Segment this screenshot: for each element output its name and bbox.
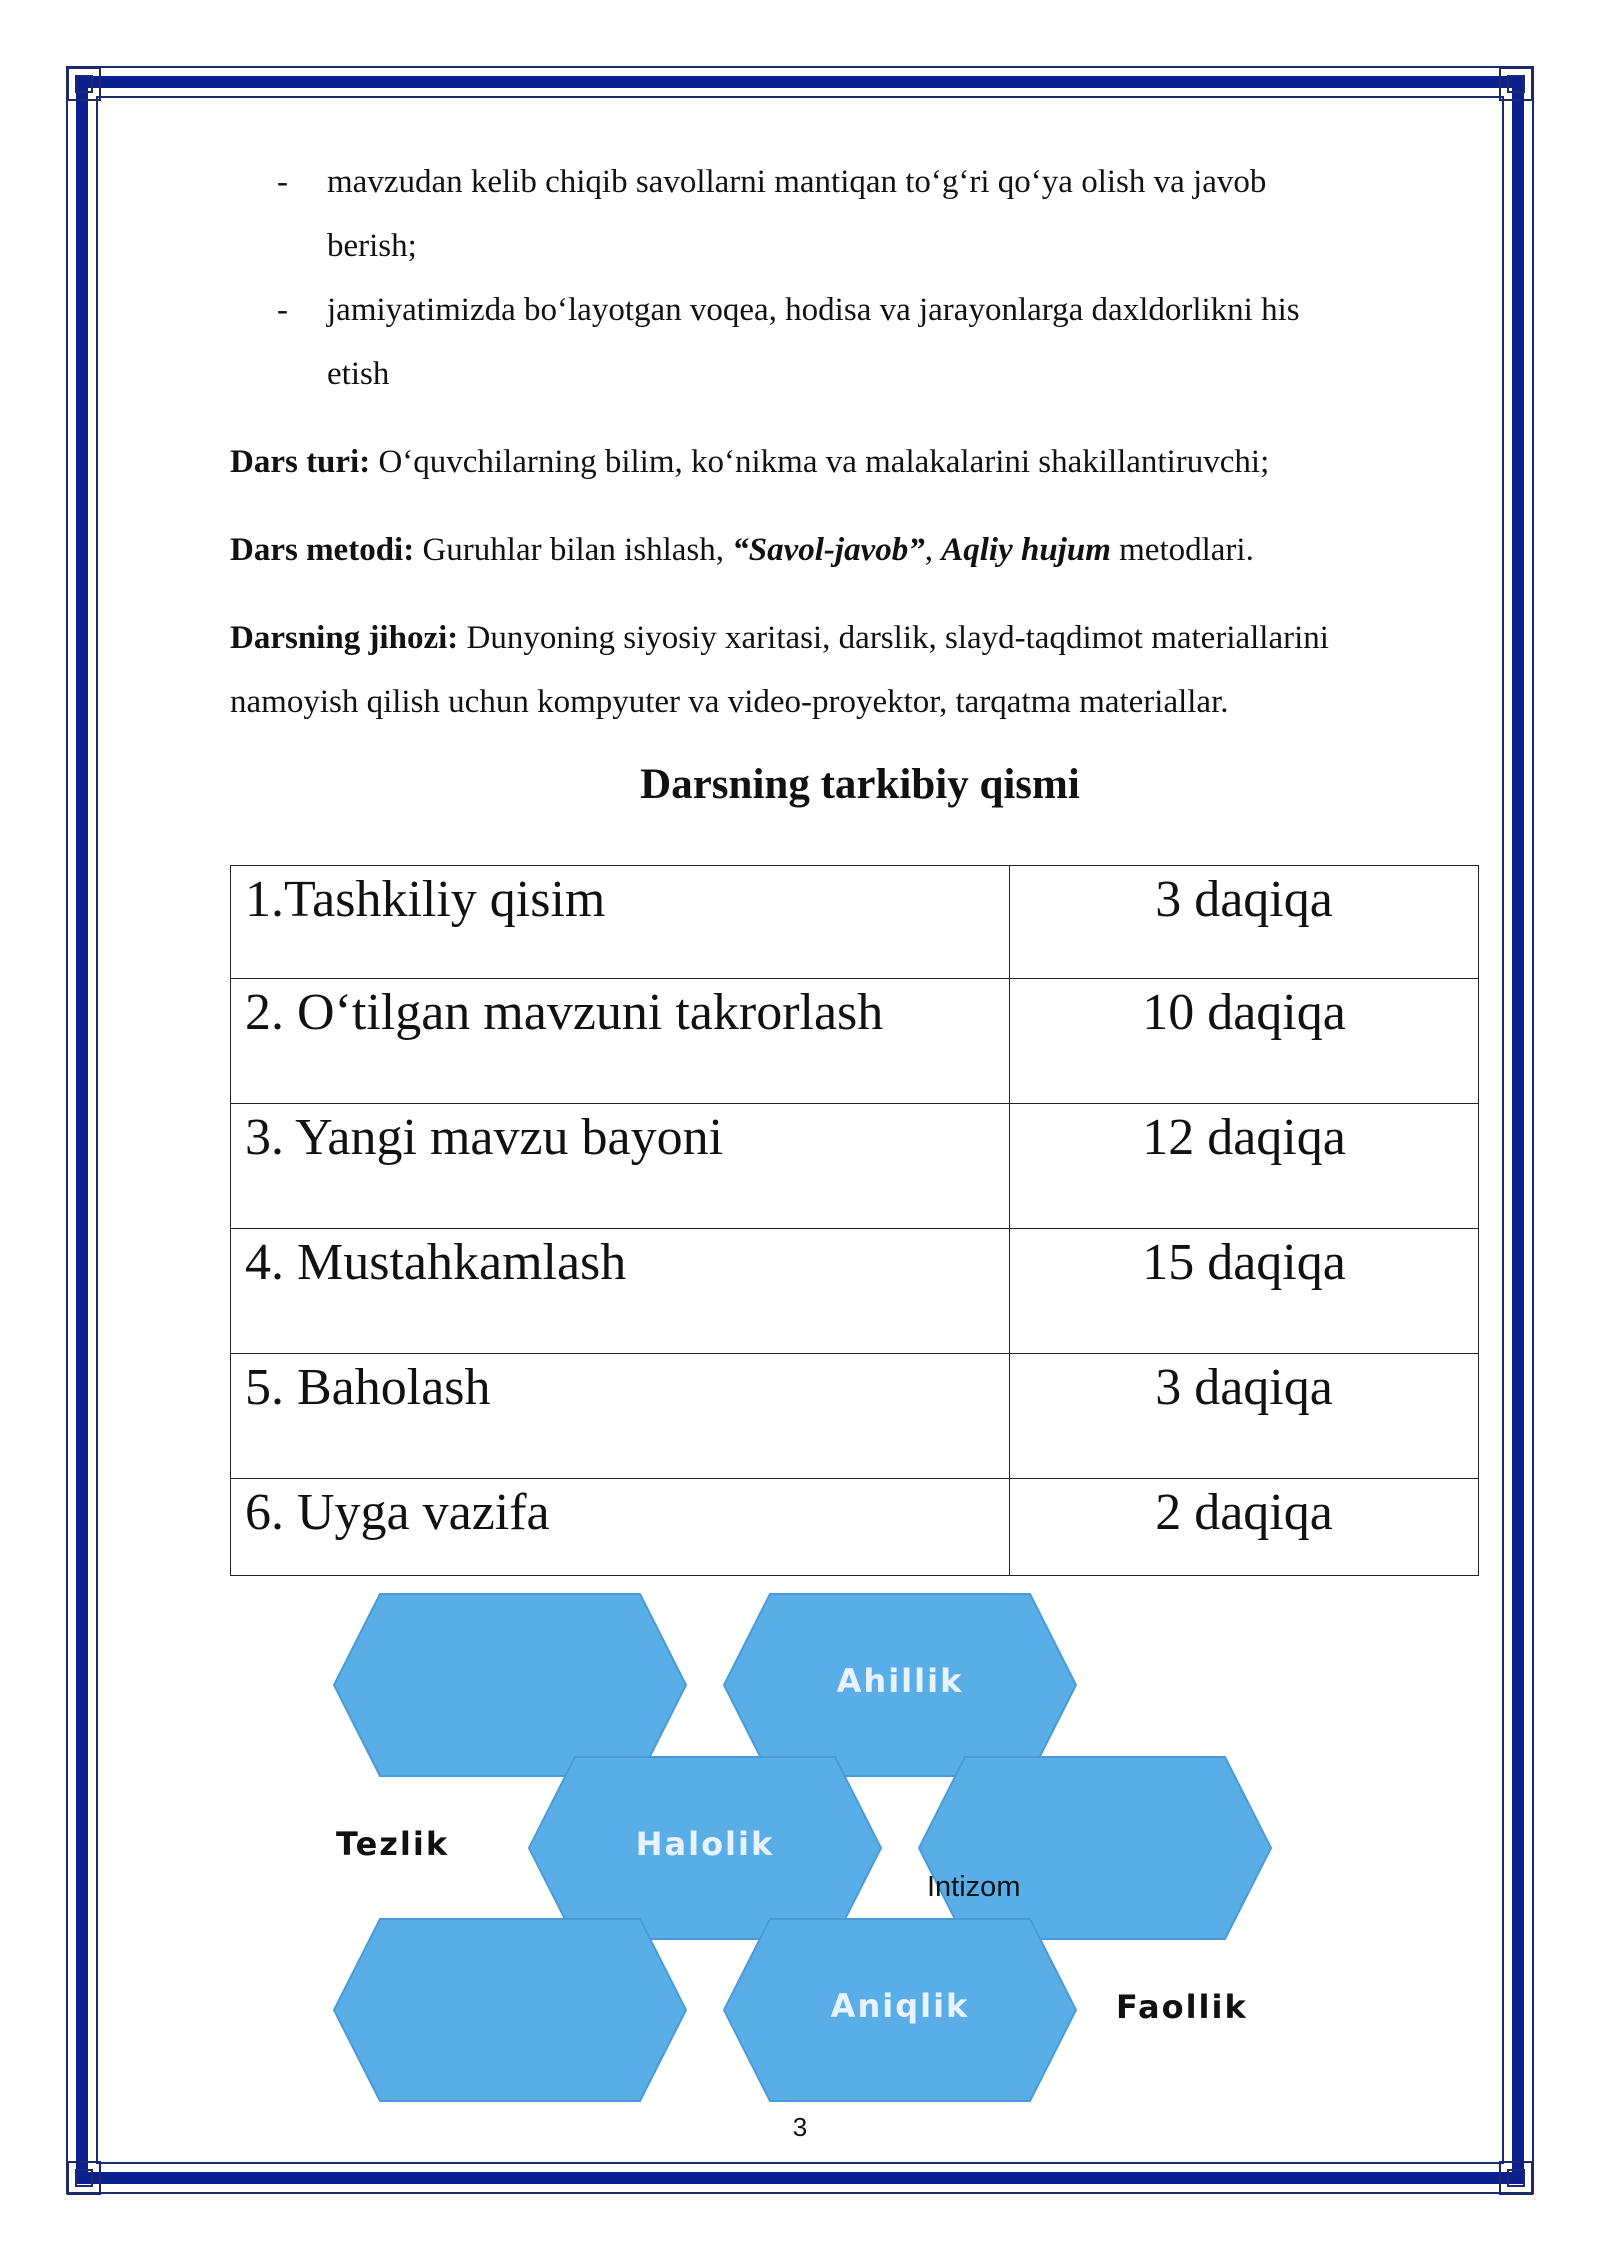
stage-cell: 4. Mustahkamlash (231, 1229, 1010, 1354)
table-row (231, 979, 1479, 1104)
bullet-dash: - (277, 292, 288, 328)
table-row (231, 1354, 1479, 1479)
stage-cell: 1.Tashkiliy qisim (231, 866, 1010, 979)
duration-cell: 10 daqiqa (1010, 979, 1479, 1104)
corner-ornament (1496, 2158, 1536, 2198)
duration-cell: 3 daqiqa (1010, 866, 1479, 979)
duration-cell: 3 daqiqa (1010, 1354, 1479, 1479)
hexagon-label: Aniqlik (830, 1987, 970, 2025)
stage-cell: 2. O‘tilgan mavzuni takrorlash (231, 979, 1010, 1104)
lesson-equipment-label: Darsning jihozi: (230, 620, 459, 656)
bullet-text: etish (327, 356, 390, 392)
bullet-item (230, 150, 1490, 278)
table-row (231, 866, 1479, 979)
duration-cell: 2 daqiqa (1010, 1479, 1479, 1576)
lesson-equipment-text: Dunyoning siyosiy xaritasi, darslik, slayd-taqdimot materiallarini (458, 620, 1329, 656)
table-row (231, 1479, 1479, 1576)
hexagon-label: Ahillik (836, 1662, 964, 1700)
value-label-tezlik: Tezlik (336, 1825, 450, 1863)
duration-cell: 12 daqiqa (1010, 1104, 1479, 1229)
hexagon-label: Halolik (635, 1825, 775, 1863)
lesson-method-text: Guruhlar bilan ishlash, (414, 532, 733, 568)
bullet-dash: - (277, 164, 288, 200)
lesson-method-label: Dars metodi: (230, 532, 415, 568)
lesson-plan-table (230, 865, 1479, 1576)
table-row (231, 1104, 1479, 1229)
hexagon-aniqlik (720, 1915, 1080, 2105)
bullet-text: jamiyatimizda bo‘layotgan voqea, hodisa va jarayonlarga daxldorlikni his (327, 292, 1300, 328)
hexagon-blank (330, 1915, 690, 2105)
hexagon-ahillik (720, 1590, 1080, 1780)
lesson-equipment-text: namoyish qilish uchun kompyuter va video-proyektor, tarqatma materiallar. (230, 684, 1229, 720)
corner-ornament (1496, 64, 1536, 104)
lesson-method (230, 518, 1490, 582)
value-label-faollik: Faollik (1116, 1988, 1248, 2026)
lesson-type-text: O‘quvchilarning bilim, ko‘nikma va malakalarini shakillantiruvchi; (370, 444, 1270, 480)
duration-cell: 15 daqiqa (1010, 1229, 1479, 1354)
bullet-text: mavzudan kelib chiqib savollarni mantiqan to‘g‘ri qo‘ya olish va javob (327, 164, 1267, 200)
stage-cell: 3. Yangi mavzu bayoni (231, 1104, 1010, 1229)
method-name: “Savol-javob” (732, 532, 925, 568)
lesson-type (230, 430, 1490, 494)
stage-cell: 5. Baholash (231, 1354, 1010, 1479)
section-title: Darsning tarkibiy qismi (640, 761, 1080, 808)
bullet-item (230, 278, 1490, 406)
lesson-equipment (230, 606, 1490, 734)
corner-ornament (64, 2158, 104, 2198)
lesson-type-label: Dars turi: (230, 444, 371, 480)
method-name: Aqliy hujum (941, 532, 1111, 568)
page-number: 3 (792, 2112, 808, 2142)
lesson-content (230, 150, 1490, 734)
table-row (231, 1229, 1479, 1354)
method-separator: , (924, 532, 942, 568)
bullet-text: berish; (327, 228, 417, 264)
hexagon-label-intizom: Intizom (927, 1871, 1021, 1901)
stage-cell: 6. Uyga vazifa (231, 1479, 1010, 1576)
values-hexagon-diagram (330, 1590, 1310, 2110)
hexagon-blank (330, 1590, 690, 1780)
corner-ornament (64, 64, 104, 104)
lesson-method-text-end: metodlari. (1110, 532, 1254, 568)
